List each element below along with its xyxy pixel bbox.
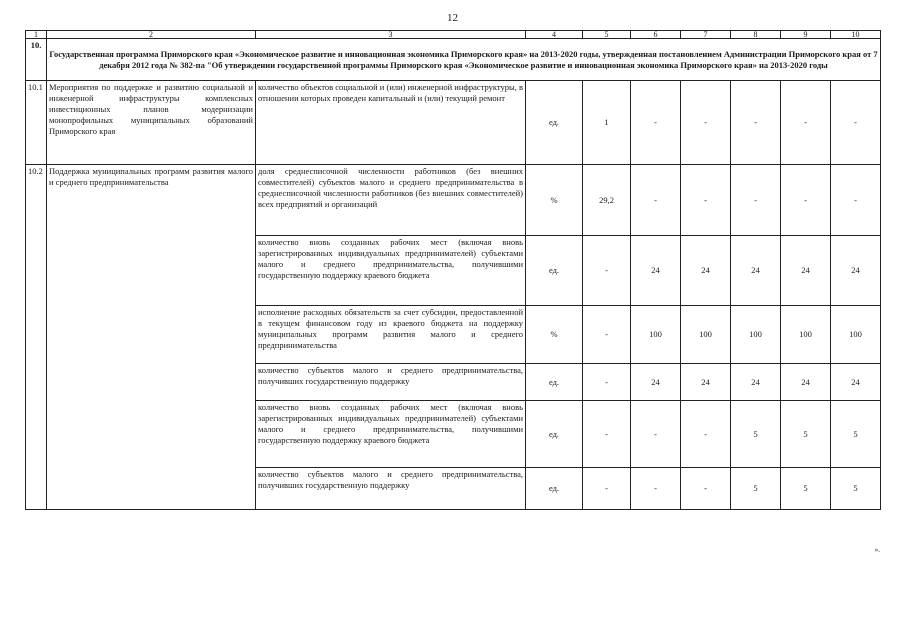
value-cell: - bbox=[583, 306, 631, 364]
column-number: 10 bbox=[831, 31, 881, 39]
value-cell: 1 bbox=[583, 81, 631, 165]
indicator-cell: количество вновь созданных рабочих мест (включая вновь зарегистрированных индивидуальных предпринимателей) субъектами малого и среднего предпринимательства, получившими государственную поддержку краевого бюджета bbox=[256, 401, 526, 468]
value-cell: - bbox=[583, 364, 631, 401]
value-cell: 24 bbox=[731, 364, 781, 401]
indicator-cell: количество объектов социальной и (или) инженерной инфраструктуры, в отношении которых проведен капитальный и (или) текущий ремонт bbox=[256, 81, 526, 165]
value-cell: 100 bbox=[631, 306, 681, 364]
closing-quote-mark: ». bbox=[874, 546, 880, 554]
value-cell: - bbox=[681, 81, 731, 165]
value-cell: 5 bbox=[831, 468, 881, 510]
unit-cell: ед. bbox=[526, 468, 583, 510]
value-cell: 29,2 bbox=[583, 165, 631, 236]
unit-cell: ед. bbox=[526, 401, 583, 468]
page-number: 12 bbox=[447, 12, 458, 24]
column-number: 5 bbox=[583, 31, 631, 39]
value-cell: 24 bbox=[781, 236, 831, 306]
value-cell: - bbox=[631, 81, 681, 165]
indicator-cell: доля среднесписочной численности работников (без внешних совместителей) субъектов малого и среднего предпринимательства в среднесписочной численности работников (без внешних совместителей) всех предприятий и организаций bbox=[256, 165, 526, 236]
value-cell: 24 bbox=[781, 364, 831, 401]
unit-cell: % bbox=[526, 165, 583, 236]
indicator-cell: исполнение расходных обязательств за счет субсидии, предоставленной в текущем финансовом году из краевого бюджета на поддержку муниципальных программ развития малого и среднего предпринимательства bbox=[256, 306, 526, 364]
value-cell: 24 bbox=[681, 236, 731, 306]
unit-cell: ед. bbox=[526, 236, 583, 306]
column-number: 7 bbox=[681, 31, 731, 39]
section-number: 10. bbox=[26, 39, 47, 81]
column-number: 1 bbox=[26, 31, 47, 39]
value-cell: 100 bbox=[731, 306, 781, 364]
value-cell: 5 bbox=[831, 401, 881, 468]
value-cell: - bbox=[781, 81, 831, 165]
value-cell: 100 bbox=[781, 306, 831, 364]
value-cell: 24 bbox=[631, 364, 681, 401]
value-cell: 24 bbox=[731, 236, 781, 306]
value-cell: 100 bbox=[681, 306, 731, 364]
value-cell: 100 bbox=[831, 306, 881, 364]
section-header-row bbox=[26, 39, 881, 81]
value-cell: - bbox=[681, 468, 731, 510]
value-cell: - bbox=[631, 165, 681, 236]
value-cell: - bbox=[681, 401, 731, 468]
activity-cell: Мероприятия по поддержке и развитию социальной и инженерной инфраструктуры комплексных инвестиционных планов модернизации монопрофильных муниципальных образований Приморского края bbox=[47, 81, 256, 165]
value-cell: - bbox=[583, 236, 631, 306]
indicators-table bbox=[25, 30, 881, 510]
column-numbers-row bbox=[26, 31, 881, 39]
unit-cell: % bbox=[526, 306, 583, 364]
section-title: Государственная программа Приморского края «Экономическое развитие и инновационная экономика Приморского края» на 2013-2020 годы, утвержденная постановлением Администрации Приморского края от 7 декабря 2012 года № 382-па "Об утверждении государственной программы Приморского края «Экономическое развитие и инновационная экономика Приморского края» на 2013-2020 годы bbox=[47, 39, 881, 81]
value-cell: - bbox=[681, 165, 731, 236]
column-number: 2 bbox=[47, 31, 256, 39]
value-cell: - bbox=[731, 81, 781, 165]
column-number: 8 bbox=[731, 31, 781, 39]
value-cell: - bbox=[781, 165, 831, 236]
value-cell: 5 bbox=[731, 401, 781, 468]
column-number: 4 bbox=[526, 31, 583, 39]
row-number: 10.1 bbox=[26, 81, 47, 165]
value-cell: - bbox=[631, 401, 681, 468]
value-cell: 5 bbox=[781, 468, 831, 510]
unit-cell: ед. bbox=[526, 81, 583, 165]
value-cell: - bbox=[583, 401, 631, 468]
value-cell: - bbox=[731, 165, 781, 236]
table-row bbox=[26, 81, 881, 165]
column-number: 6 bbox=[631, 31, 681, 39]
indicator-cell: количество субъектов малого и среднего предпринимательства, получивших государственную поддержку bbox=[256, 364, 526, 401]
indicator-cell: количество субъектов малого и среднего предпринимательства, получивших государственную поддержку bbox=[256, 468, 526, 510]
indicator-cell: количество вновь созданных рабочих мест (включая вновь зарегистрированных индивидуальных предпринимателей) субъектами малого и среднего предпринимательства, получившими государственную поддержку краевого бюджета bbox=[256, 236, 526, 306]
value-cell: 5 bbox=[781, 401, 831, 468]
table-row bbox=[26, 165, 881, 236]
value-cell: - bbox=[583, 468, 631, 510]
column-number: 3 bbox=[256, 31, 526, 39]
value-cell: - bbox=[631, 468, 681, 510]
value-cell: 24 bbox=[631, 236, 681, 306]
value-cell: 24 bbox=[681, 364, 731, 401]
value-cell: 24 bbox=[831, 364, 881, 401]
activity-cell: Поддержка муниципальных программ развития малого и среднего предпринимательства bbox=[47, 165, 256, 510]
value-cell: 5 bbox=[731, 468, 781, 510]
unit-cell: ед. bbox=[526, 364, 583, 401]
row-number: 10.2 bbox=[26, 165, 47, 510]
column-number: 9 bbox=[781, 31, 831, 39]
value-cell: - bbox=[831, 165, 881, 236]
value-cell: 24 bbox=[831, 236, 881, 306]
value-cell: - bbox=[831, 81, 881, 165]
